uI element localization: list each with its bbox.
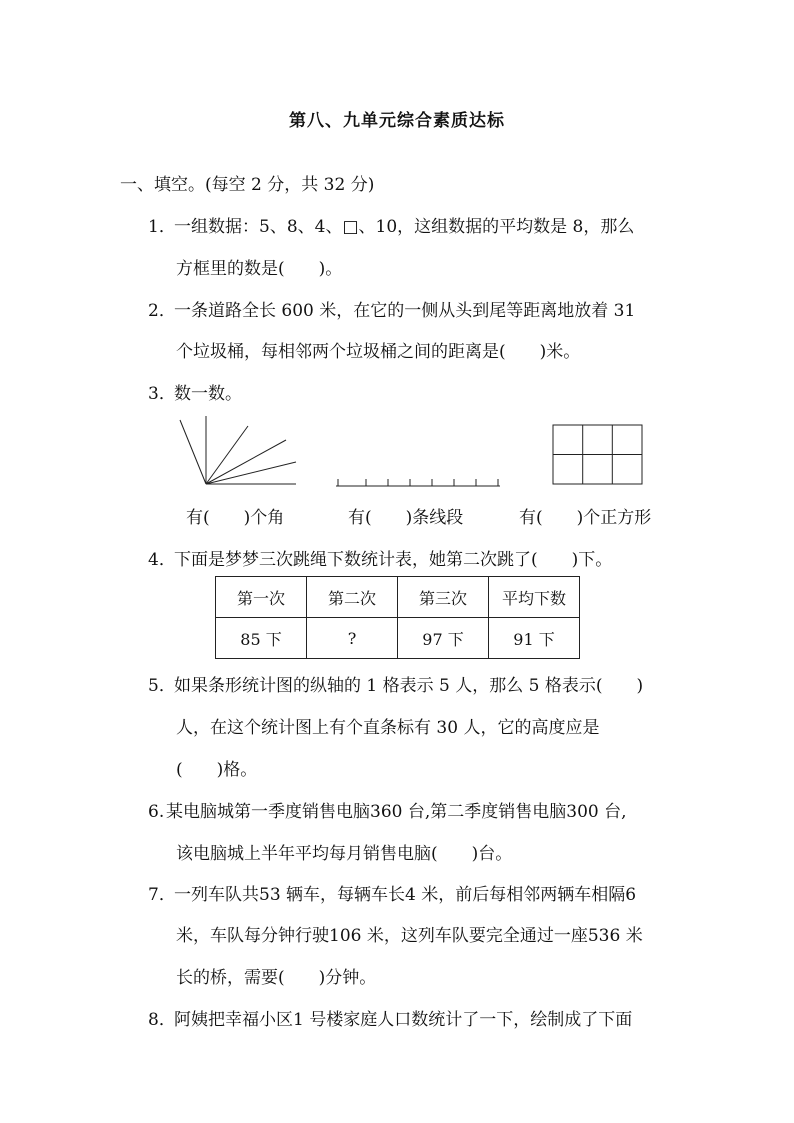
question-5-line-2: 人，在这个统计图上有个直条标有 30 人，它的高度应是 xyxy=(176,718,600,738)
question-8-line-1 xyxy=(148,1005,632,1030)
question-text: 阿姨把幸福小区1 号楼家庭人口数统计了一下，绘制成了下面 xyxy=(174,1010,633,1030)
question-number: 8． xyxy=(148,1010,176,1030)
angles-figure xyxy=(178,416,298,486)
question-5-line-1 xyxy=(148,671,643,696)
question-text: 一条道路全长 600 米，在它的一侧从头到尾等距离地放着 31 xyxy=(174,301,636,321)
squares-grid-figure xyxy=(552,424,644,486)
question-6-line-1 xyxy=(148,797,627,822)
question-3-line-1 xyxy=(148,379,242,404)
question-number: 4． xyxy=(148,550,176,570)
table-header-cell: 平均下数 xyxy=(489,577,580,618)
question-text: 下面是梦梦三次跳绳下数统计表，她第二次跳了( )下。 xyxy=(174,550,613,570)
question-text: 某电脑城第一季度销售电脑360 台,第二季度销售电脑300 台, xyxy=(166,802,627,822)
question-1-line-1 xyxy=(148,212,634,237)
table-header-cell: 第一次 xyxy=(216,577,307,618)
question-7-line-3: 长的桥，需要( )分钟。 xyxy=(176,968,377,988)
table-header-cell: 第二次 xyxy=(307,577,398,618)
table-row xyxy=(216,618,580,659)
question-2-line-1 xyxy=(148,296,635,321)
segment-count-caption: 有( )条线段 xyxy=(348,508,464,528)
question-number: 6. xyxy=(148,802,165,822)
table-cell: 97 下 xyxy=(398,618,489,659)
question-4-line-1 xyxy=(148,545,612,570)
angle-count-caption: 有( )个角 xyxy=(186,508,285,528)
question-text: 如果条形统计图的纵轴的 1 格表示 5 人，那么 5 格表示( ) xyxy=(174,676,644,696)
table-cell: ? xyxy=(307,618,398,659)
section-heading: 一、填空。(每空 2 分，共 32 分) xyxy=(120,175,375,195)
jump-rope-table xyxy=(215,576,580,659)
question-text: 一组数据：5、8、4、□、10，这组数据的平均数是 8，那么 xyxy=(174,217,635,237)
question-7-line-1 xyxy=(148,880,636,905)
question-1-line-2: 方框里的数是( )。 xyxy=(176,259,343,279)
question-text: 数一数。 xyxy=(174,384,242,404)
table-header-row xyxy=(216,577,580,618)
page-title: 第八、九单元综合素质达标 xyxy=(289,111,505,131)
question-number: 5． xyxy=(148,676,176,696)
question-number: 1． xyxy=(148,217,176,237)
question-6-line-2: 该电脑城上半年平均每月销售电脑( )台。 xyxy=(176,844,513,864)
question-number: 2． xyxy=(148,301,176,321)
question-7-line-2: 米，车队每分钟行驶106 米，这列车队要完全通过一座536 米 xyxy=(176,926,643,946)
square-count-caption: 有( )个正方形 xyxy=(519,508,652,528)
question-5-line-3: ( )格。 xyxy=(176,760,258,780)
question-text: 一列车队共53 辆车，每辆车长4 米，前后每相邻两辆车相隔6 xyxy=(174,885,637,905)
table-header-cell: 第三次 xyxy=(398,577,489,618)
question-number: 3． xyxy=(148,384,176,404)
question-2-line-2: 个垃圾桶，每相邻两个垃圾桶之间的距离是( )米。 xyxy=(176,342,581,362)
table-cell: 91 下 xyxy=(489,618,580,659)
line-segments-figure xyxy=(336,476,506,490)
question-number: 7． xyxy=(148,885,176,905)
table-cell: 85 下 xyxy=(216,618,307,659)
